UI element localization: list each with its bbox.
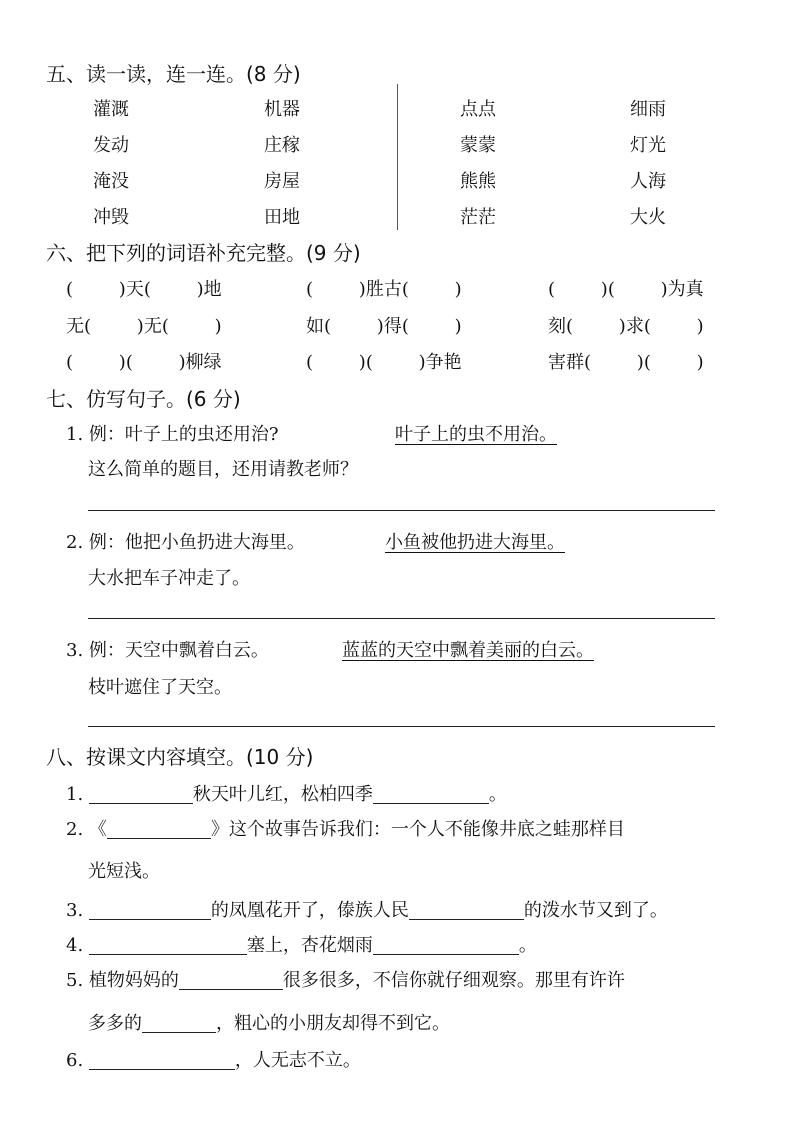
fill-q4-blank-2[interactable] [373,936,519,955]
section-6-title: 六、把下列的词语补充完整。(9 分) [46,241,361,265]
idiom-r2-c3: 刻( )求( ) [548,316,704,337]
idiom-r1-c3: ( )( )为真 [548,279,704,300]
word-c4-2: 人海 [630,171,666,192]
fill-q1-blank-1[interactable] [89,785,193,804]
fill-q2-cont: 光短浅。 [88,861,160,882]
rewrite-1-example: 1. 例：叶子上的虫还用治? [66,424,279,445]
rewrite-2-answer: 小鱼被他扔进大海里。 [385,532,565,553]
fill-q3-blank-2[interactable] [409,901,524,920]
section-7-title: 七、仿写句子。(6 分) [46,387,241,411]
word-c2-3: 田地 [264,207,300,228]
word-c3-1: 蒙蒙 [460,135,496,156]
fill-q3-blank-1[interactable] [89,901,211,920]
fill-q5-text-c: 多多的 [88,1013,142,1034]
fill-q5-text-a: 植物妈妈的 [88,970,179,991]
idiom-r3-c3: 害群( )( ) [548,352,704,373]
word-c1-2: 淹没 [93,171,129,192]
column-divider [397,84,398,230]
fill-q1-blank-2[interactable] [373,785,489,804]
rewrite-1-answer-line[interactable] [88,510,715,511]
word-c2-1: 庄稼 [264,135,300,156]
fill-q5-text-d: ，粗心的小朋友却得不到它。 [216,1013,450,1034]
fill-q5-num: 5. [66,970,84,991]
rewrite-3-answer: 蓝蓝的天空中飘着美丽的白云。 [342,640,594,661]
idiom-r1-c2: ( )胜古( ) [306,279,462,300]
fill-q6-num: 6. [66,1050,84,1071]
fill-q4 [66,931,537,957]
fill-q5-text-b: 很多很多，不信你就仔细观察。那里有许许 [282,970,625,991]
fill-q3-num: 3. [66,900,84,921]
rewrite-2-example: 2. 例：他把小鱼扔进大海里。 [66,532,305,553]
fill-q1-num: 1. [66,784,84,805]
rewrite-3-task: 枝叶遮住了天空。 [88,677,232,698]
idiom-r2-c1: 无( )无( ) [66,316,222,337]
rewrite-3-example: 3. 例：天空中飘着白云。 [66,640,269,661]
idiom-r2-c2: 如( )得( ) [306,316,462,337]
fill-q2 [66,815,625,841]
word-c2-0: 机器 [264,99,300,120]
word-c1-0: 灌溉 [93,99,129,120]
word-c1-1: 发动 [93,135,129,156]
fill-q1-text: 秋天叶儿红，松柏四季 [192,784,373,805]
fill-q4-text: 塞上，杏花烟雨 [246,935,373,956]
fill-q3-text-a: 的凤凰花开了，傣族人民 [210,900,409,921]
fill-q6 [66,1046,361,1072]
word-c3-2: 熊熊 [460,171,496,192]
word-c1-3: 冲毁 [93,207,129,228]
fill-q4-end: 。 [518,935,537,956]
fill-q5-cont [88,1009,450,1035]
fill-q5-blank-1[interactable] [179,971,283,990]
fill-q1 [66,780,507,806]
fill-q2-text: 》这个故事告诉我们：一个人不能像井底之蛙那样目 [210,819,625,840]
fill-q4-num: 4. [66,935,84,956]
fill-q2-num: 2. [66,819,84,840]
idiom-r3-c1: ( )( )柳绿 [66,352,222,373]
rewrite-3-answer-line[interactable] [88,726,715,727]
fill-q5-blank-2[interactable] [142,1014,216,1033]
fill-q6-blank[interactable] [89,1051,235,1070]
rewrite-1-answer: 叶子上的虫不用治。 [395,424,557,445]
rewrite-2-answer-line[interactable] [88,618,715,619]
word-c4-1: 灯光 [630,135,666,156]
rewrite-2-task: 大水把车子冲走了。 [88,568,250,589]
idiom-r3-c2: ( )( )争艳 [306,352,462,373]
rewrite-1-task: 这么简单的题目，还用请教老师？ [88,459,358,480]
word-c4-3: 大火 [630,207,666,228]
idiom-r1-c1: ( )天( )地 [66,279,222,300]
fill-q3-text-b: 的泼水节又到了。 [523,900,668,921]
word-c3-3: 茫茫 [460,207,496,228]
section-5-title: 五、读一读，连一连。(8 分) [46,62,301,86]
fill-q5 [66,966,625,992]
word-c2-2: 房屋 [264,171,300,192]
fill-q6-text: ，人无志不立。 [234,1050,361,1071]
fill-q1-end: 。 [488,784,507,805]
fill-q3 [66,896,668,922]
word-c3-0: 点点 [460,99,496,120]
fill-q4-blank-1[interactable] [89,936,247,955]
fill-q2-blank[interactable] [107,820,211,839]
word-c4-0: 细雨 [630,99,666,120]
fill-q2-open-bracket: 《 [88,819,107,840]
section-8-title: 八、按课文内容填空。(10 分) [46,745,314,769]
